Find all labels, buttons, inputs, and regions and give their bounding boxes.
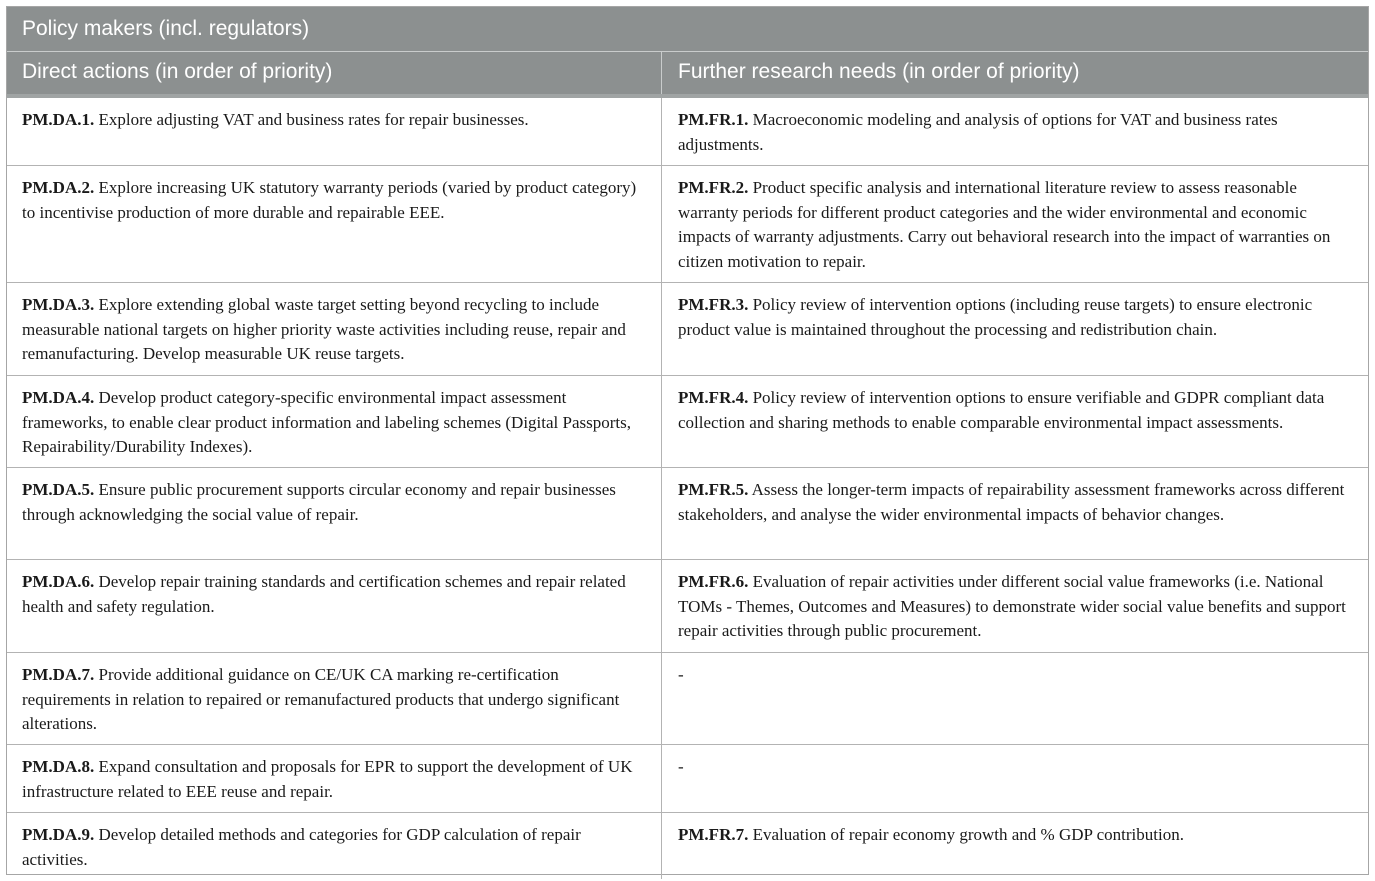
research-text: Policy review of intervention options to ensure verifiable and GDPR compliant data collection and sharing methods to enable comparable environmental impact assessments. — [678, 388, 1325, 432]
action-code: PM.DA.4. — [22, 388, 95, 407]
direct-action-cell — [7, 283, 662, 375]
research-need-cell — [662, 98, 1368, 165]
research-text: - — [678, 757, 684, 776]
direct-action-cell — [7, 376, 662, 467]
table-row — [7, 98, 1368, 165]
col-header-research-needs: Further research needs (in order of priority) — [678, 60, 1080, 83]
research-need-cell — [662, 283, 1368, 375]
action-text: Explore adjusting VAT and business rates for repair businesses. — [94, 110, 529, 129]
research-text: Assess the longer-term impacts of repairability assessment frameworks across different stakeholders, and analyse the wider environmental impacts of behavior changes. — [678, 480, 1345, 524]
table-row — [7, 467, 1368, 559]
table-row — [7, 282, 1368, 375]
direct-action-cell — [7, 813, 662, 879]
table-row — [7, 652, 1368, 744]
research-code: PM.FR.6. — [678, 572, 749, 591]
action-code: PM.DA.7. — [22, 665, 95, 684]
research-text: Macroeconomic modeling and analysis of options for VAT and business rates adjustments. — [678, 110, 1278, 154]
direct-action-cell — [7, 98, 662, 165]
action-code: PM.DA.9. — [22, 825, 95, 844]
direct-action-cell — [7, 468, 662, 559]
research-need-cell — [662, 653, 1368, 744]
table-row — [7, 744, 1368, 812]
action-code: PM.DA.3. — [22, 295, 95, 314]
research-need-cell — [662, 745, 1368, 812]
table-row — [7, 375, 1368, 467]
research-code: PM.FR.5. — [678, 480, 749, 499]
action-text: Develop detailed methods and categories for GDP calculation of repair activities. — [22, 825, 581, 869]
research-text: - — [678, 665, 684, 684]
research-code: PM.FR.4. — [678, 388, 749, 407]
action-text: Ensure public procurement supports circular economy and repair businesses through acknowledging the social value of repair. — [22, 480, 616, 524]
col-header-direct-actions: Direct actions (in order of priority) — [7, 52, 662, 94]
research-need-cell — [662, 166, 1368, 282]
research-code: PM.FR.1. — [678, 110, 749, 129]
action-code: PM.DA.2. — [22, 178, 95, 197]
direct-action-cell — [7, 166, 662, 282]
action-code: PM.DA.6. — [22, 572, 95, 591]
research-need-cell — [662, 376, 1368, 467]
research-need-cell — [662, 468, 1368, 559]
action-code: PM.DA.5. — [22, 480, 95, 499]
direct-action-cell — [7, 745, 662, 812]
research-text: Evaluation of repair activities under different social value frameworks (i.e. National TOMs - Themes, Outcomes and Measures) to demonstrate wider social value benefits and support repair activities through public procurement. — [678, 572, 1346, 640]
column-headers — [7, 52, 1368, 98]
action-text: Provide additional guidance on CE/UK CA marking re-certification requirements in relation to repaired or remanufactured products that undergo significant alterations. — [22, 665, 620, 733]
research-need-cell — [662, 813, 1368, 879]
direct-action-cell — [7, 560, 662, 652]
action-text: Expand consultation and proposals for EPR to support the development of UK infrastructure related to EEE reuse and repair. — [22, 757, 633, 801]
research-code: PM.FR.2. — [678, 178, 749, 197]
table-body — [7, 98, 1368, 879]
policy-table — [6, 6, 1369, 875]
research-need-cell — [662, 560, 1368, 652]
action-text: Develop product category-specific environmental impact assessment frameworks, to enable clear product information and labeling schemes (Digital Passports, Repairability/Durability Indexes). — [22, 388, 631, 456]
research-code: PM.FR.7. — [678, 825, 749, 844]
action-text: Explore extending global waste target setting beyond recycling to include measurable national targets on higher priority waste activities including reuse, repair and remanufacturing. Develop measurable UK reuse targets. — [22, 295, 626, 363]
action-code: PM.DA.1. — [22, 110, 95, 129]
table-row — [7, 559, 1368, 652]
research-text: Policy review of intervention options (including reuse targets) to ensure electronic product value is maintained throughout the processing and redistribution chain. — [678, 295, 1313, 339]
action-text: Develop repair training standards and certification schemes and repair related health and safety regulation. — [22, 572, 626, 616]
research-text: Product specific analysis and international literature review to assess reasonable warranty periods for different product categories and the wider environmental and economic impacts of warranty adjustments. Carry out behavioral research into the impact of warranties on citizen motivation to repair. — [678, 178, 1331, 271]
table-row — [7, 812, 1368, 879]
table-title: Policy makers (incl. regulators) — [7, 7, 1368, 52]
table-row — [7, 165, 1368, 282]
action-text: Explore increasing UK statutory warranty periods (varied by product category) to incentivise production of more durable and repairable EEE. — [22, 178, 637, 222]
action-code: PM.DA.8. — [22, 757, 95, 776]
direct-action-cell — [7, 653, 662, 744]
research-code: PM.FR.3. — [678, 295, 749, 314]
research-text: Evaluation of repair economy growth and % GDP contribution. — [748, 825, 1184, 844]
